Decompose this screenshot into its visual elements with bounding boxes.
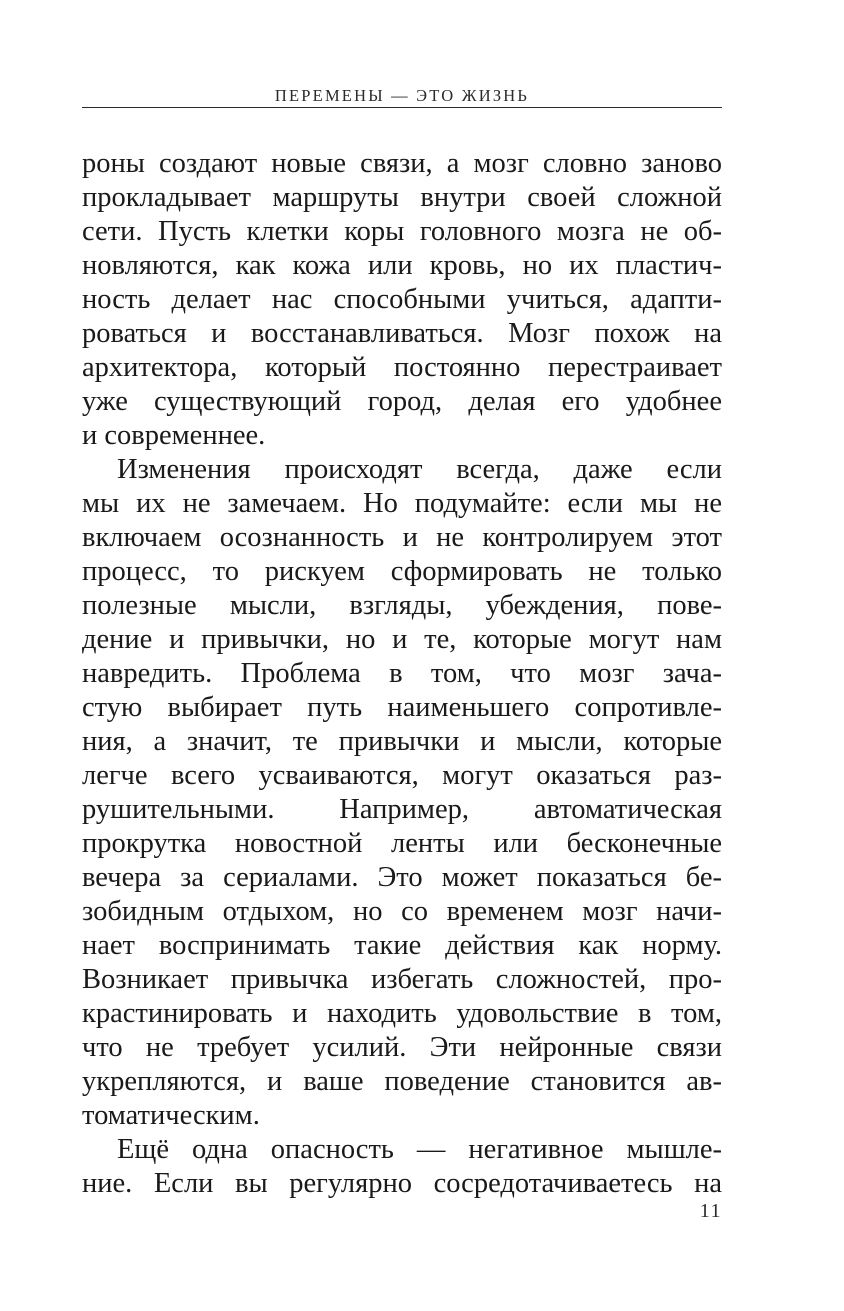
text-line: прокрутка новостной ленты или бесконечные [82, 828, 722, 859]
text-line: полезные мысли, взгляды, убеждения, пове- [82, 590, 722, 621]
text-line: роваться и восстанавливаться. Мозг похож на [82, 318, 722, 349]
page-number: 11 [699, 1200, 722, 1222]
text-line: Изменения происходят всегда, даже если [117, 454, 722, 485]
running-head: ПЕРЕМЕНЫ — ЭТО ЖИЗНЬ [274, 86, 530, 105]
text-line: рушительными. Например, автоматическая [82, 794, 722, 825]
text-line: ние. Если вы регулярно сосредотачиваетесь на [82, 1168, 722, 1199]
text-line: что не требует усилий. Эти нейронные связи [82, 1032, 722, 1063]
text-line: ность делает нас способными учиться, адапти- [82, 284, 722, 315]
text-line: Возникает привычка избегать сложностей, про- [82, 964, 722, 995]
text-line: архитектора, который постоянно перестраивает [82, 352, 722, 383]
text-line: нает воспринимать такие действия как норму. [82, 930, 722, 961]
text-line: уже существующий город, делая его удобнее [82, 386, 722, 417]
paragraph [82, 1133, 722, 1201]
text-line: зобидным отдыхом, но со временем мозг начи- [82, 896, 722, 927]
text-line: дение и привычки, но и те, которые могут нам [82, 624, 722, 655]
text-line: прокладывает маршруты внутри своей сложной [82, 182, 722, 213]
text-line: включаем осознанность и не контролируем этот [82, 522, 722, 553]
text-line: мы их не замечаем. Но подумайте: если мы не [82, 488, 722, 519]
paragraph [82, 147, 722, 453]
text-line: Ещё одна опасность — негативное мышле- [117, 1134, 722, 1165]
text-line: томатическим. [82, 1100, 260, 1131]
paragraph [82, 453, 722, 1133]
text-line: роны создают новые связи, а мозг словно заново [82, 148, 722, 179]
text-line: процесс, то рискуем сформировать не только [82, 556, 722, 587]
text-line: стую выбирает путь наименьшего сопротивле- [82, 692, 722, 723]
body-text [82, 147, 722, 1201]
header-rule [82, 107, 722, 108]
text-line: укрепляются, и ваше поведение становится ав- [82, 1066, 722, 1097]
text-line: легче всего усваиваются, могут оказаться раз- [82, 760, 722, 791]
text-line: навредить. Проблема в том, что мозг зача- [82, 658, 722, 689]
text-line: сети. Пусть клетки коры головного мозга не об- [82, 216, 722, 247]
text-line: новляются, как кожа или кровь, но их пластич- [82, 250, 722, 281]
text-line: крастинировать и находить удовольствие в том, [82, 998, 722, 1029]
text-line: ния, а значит, те привычки и мысли, которые [82, 726, 722, 757]
text-line: вечера за сериалами. Это может показаться бе- [82, 862, 722, 893]
text-line: и современнее. [82, 420, 266, 451]
